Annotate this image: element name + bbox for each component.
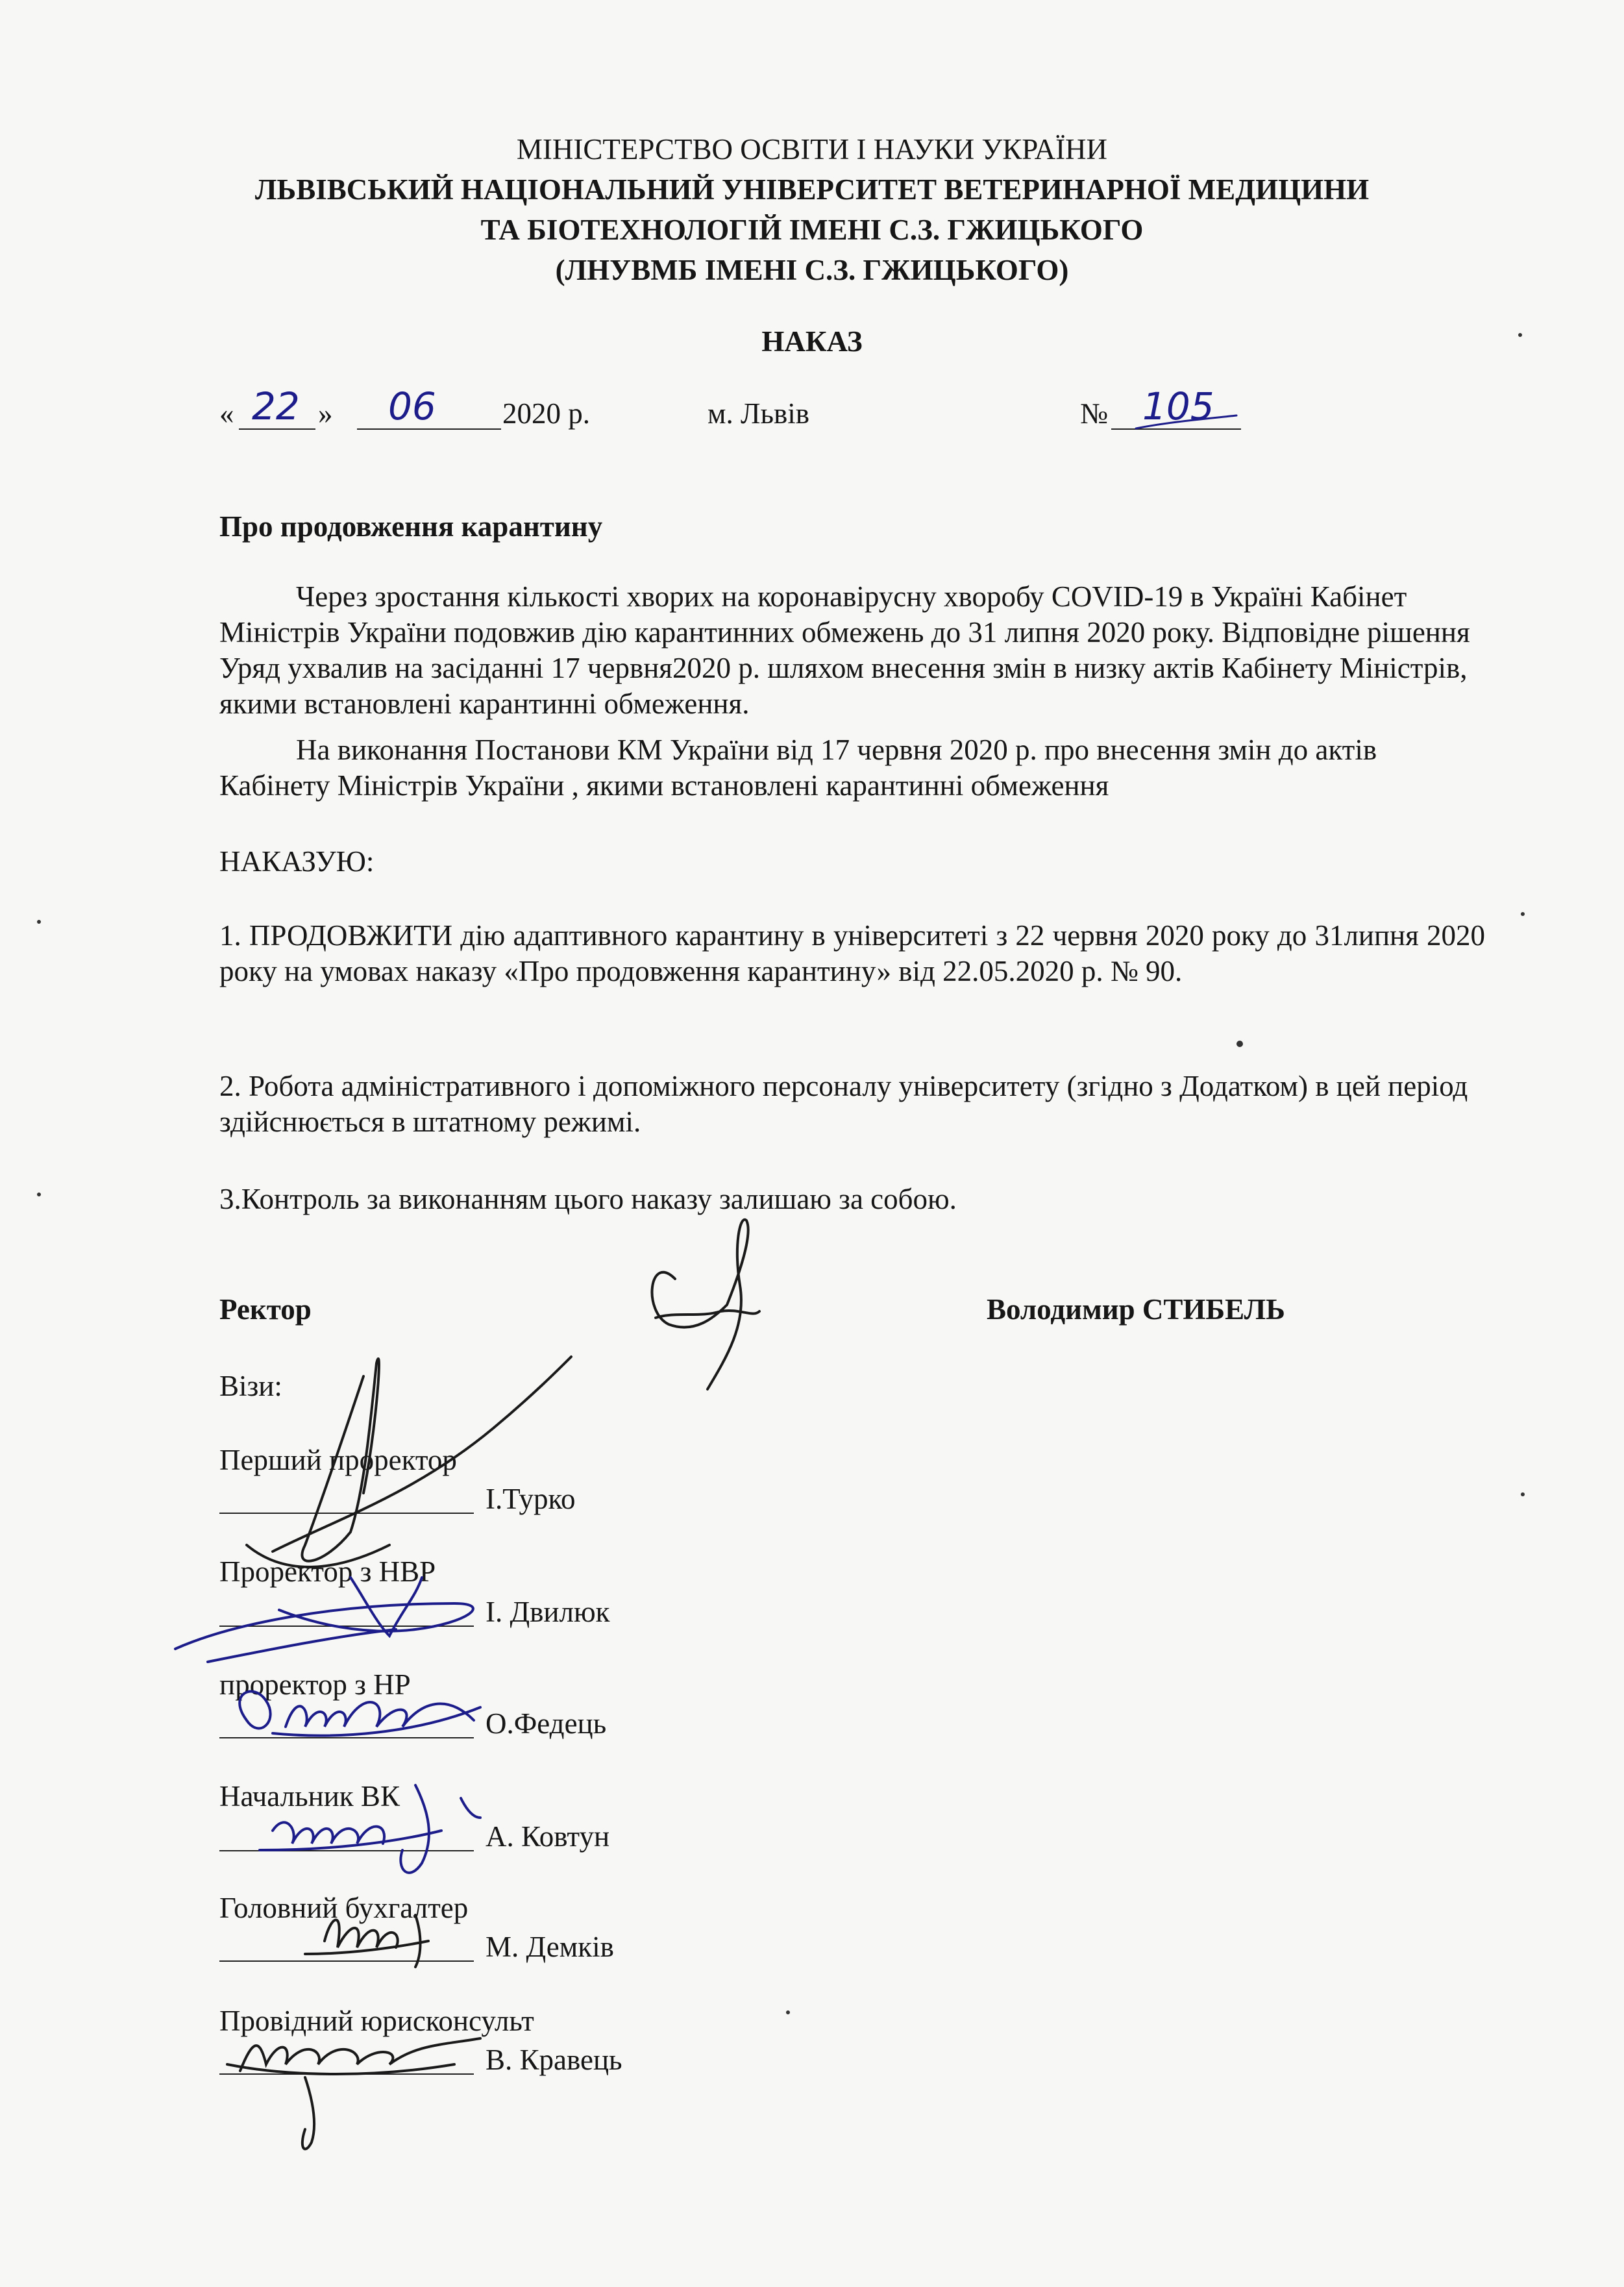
order-number-sign: №: [1080, 397, 1108, 430]
order-word: НАКАЗУЮ:: [219, 845, 375, 878]
visa-title-first-vice-rector: Перший проректор: [219, 1444, 457, 1476]
date-open-quote: «: [219, 397, 234, 430]
ministry-heading: МІНІСТЕРСТВО ОСВІТИ І НАУКИ УКРАЇНИ: [516, 133, 1108, 166]
visa-title-chief-accountant: Головний бухгалтер: [219, 1892, 469, 1924]
visa-name-vice-rector-nr: О.Федець: [486, 1707, 607, 1740]
order-number-handwritten: 105: [1142, 384, 1214, 428]
university-name-line2: ТА БІОТЕХНОЛОГІЙ ІМЕНІ С.З. ГЖИЦЬКОГО: [480, 214, 1144, 246]
head-vk-signature: [260, 1785, 480, 1873]
chief-accountant-signature: [305, 1915, 428, 1967]
rector-signature: [652, 1220, 759, 1389]
signatory-name: Володимир СТИБЕЛЬ: [987, 1293, 1285, 1326]
order-item-2: 2. Робота адміністративного і допоміжного персоналу університету (згідно з Додатком) в цей період здійснюється в штатному режимі.: [219, 1070, 1468, 1138]
city: м. Львів: [707, 397, 810, 430]
visa-title-legal-counsel: Провідний юрисконсульт: [219, 2005, 534, 2037]
date-day-handwritten: 22: [252, 384, 300, 428]
vice-rector-nr-signature: [240, 1692, 480, 1736]
date-handwriting-strokes: [1136, 415, 1236, 428]
first-vice-rector-signature: [247, 1357, 571, 1567]
legal-counsel-signature: [227, 2038, 480, 2149]
visa-title-vice-rector-nvr: Проректор з НВР: [219, 1555, 436, 1588]
date-close-quote: »: [318, 397, 333, 430]
visas-label: Візи:: [219, 1370, 282, 1402]
preamble-paragraph-2: На виконання Постанови КМ України від 17 червня 2020 р. про внесення змін до актів Кабінету Міністрів України , якими встановлені карантинні обмеження: [219, 734, 1377, 802]
preamble-paragraph-1: Через зростання кількості хворих на коронавірусну хворобу COVID-19 в Україні Кабінет Міністрів України подовжив дію карантинних обмежень до 31 липня 2020 року. Відповідне рішення Уряд ухвалив на засіданні 17 червня2020 р. шляхом внесення змін в низку актів Кабінету Міністрів, якими встановлені карантинні обмеження.: [219, 580, 1470, 720]
visa-name-head-vk: А. Ковтун: [486, 1820, 610, 1853]
date-year: 2020 р.: [502, 397, 590, 430]
vice-rector-nvr-signature: [175, 1577, 473, 1662]
visa-name-legal-counsel: В. Кравець: [486, 2044, 622, 2076]
visa-title-head-vk: Начальник ВК: [219, 1780, 400, 1812]
university-name-line1: ЛЬВІВСЬКИЙ НАЦІОНАЛЬНИЙ УНІВЕРСИТЕТ ВЕТЕРИНАРНОЇ МЕДИЦИНИ: [254, 173, 1370, 206]
visa-name-first-vice-rector: І.Турко: [486, 1483, 576, 1515]
signatory-title: Ректор: [219, 1293, 312, 1326]
date-month-handwritten: 06: [388, 384, 436, 428]
visa-title-vice-rector-nr: проректор з НР: [219, 1668, 411, 1701]
document-type: НАКАЗ: [761, 325, 863, 358]
university-abbreviation: (ЛНУВМБ ІМЕНІ С.З. ГЖИЦЬКОГО): [555, 254, 1069, 286]
order-item-3: 3.Контроль за виконанням цього наказу залишаю за собою.: [219, 1183, 957, 1215]
order-subject: Про продовження карантину: [219, 510, 603, 543]
scan-specks: [37, 333, 1525, 2014]
visa-name-vice-rector-nvr: І. Двилюк: [486, 1596, 610, 1628]
order-item-1: 1. ПРОДОВЖИТИ дію адаптивного карантину в університеті з 22 червня 2020 року до 31липня 2020 року на умовах наказу «Про продовження карантину» від 22.05.2020 р. № 90.: [219, 919, 1485, 987]
visa-name-chief-accountant: М. Демків: [486, 1931, 614, 1963]
